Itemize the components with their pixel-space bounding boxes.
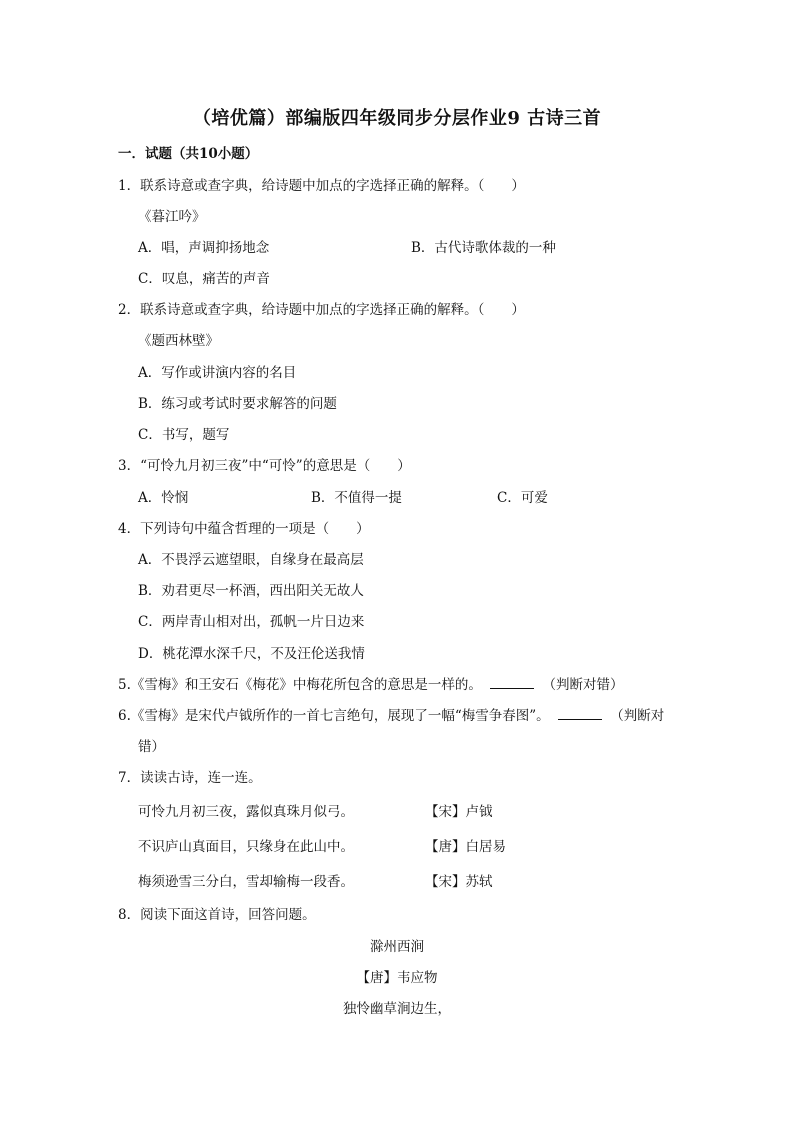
question-2-poem: 《题西林壁》 (138, 333, 219, 349)
poem-title: 滁州西涧 (370, 939, 424, 955)
section-heading: 一．试题（共10小题） (118, 146, 259, 162)
answer-blank[interactable] (490, 676, 534, 689)
question-6-text: 6.《雪梅》是宋代卢钺所作的一首七言绝句，展现了一幅“梅雪争春图”。 (118, 708, 550, 724)
matching-author[interactable]: 【宋】苏轼 (425, 874, 493, 890)
poem-author: 【唐】韦应物 (356, 970, 438, 986)
question-1-option-c: C．叹息，痛苦的声音 (138, 271, 270, 287)
question-6-tail: （判断对 (610, 708, 665, 724)
question-6-wrap: 错） (138, 739, 165, 755)
matching-author[interactable]: 【宋】卢钺 (425, 804, 493, 820)
question-5 (118, 675, 623, 695)
page-title: （培优篇）部编版四年级同步分层作业9 古诗三首 (192, 108, 602, 129)
matching-poem-line[interactable]: 不识庐山真面目，只缘身在此山中。 (138, 839, 354, 855)
question-2-stem: 2．联系诗意或查字典，给诗题中加点的字选择正确的解释。（ ） (118, 302, 525, 318)
question-2-option-c: C．书写，题写 (138, 427, 230, 443)
question-6 (118, 706, 664, 726)
question-3-option-a: A．怜悯 (138, 490, 189, 506)
question-3-option-b: B．不值得一提 (311, 490, 402, 506)
question-4-stem: 4．下列诗句中蕴含哲理的一项是（ ） (118, 521, 370, 537)
question-3-stem: 3．“可怜九月初三夜”中“可怜”的意思是（ ） (118, 458, 411, 474)
matching-poem-line[interactable]: 可怜九月初三夜，露似真珠月似弓。 (138, 804, 354, 820)
question-4-option-d: D．桃花潭水深千尺，不及汪伦送我情 (138, 646, 365, 662)
question-2-option-b: B．练习或考试时要求解答的问题 (138, 396, 337, 412)
question-4-option-a: A．不畏浮云遮望眼，自缘身在最高层 (138, 552, 364, 568)
question-4-option-c: C．两岸青山相对出，孤帆一片日边来 (138, 614, 365, 630)
matching-poem-line[interactable]: 梅须逊雪三分白，雪却输梅一段香。 (138, 874, 354, 890)
answer-blank[interactable] (558, 707, 602, 720)
question-1-option-b: B．古代诗歌体裁的一种 (411, 240, 556, 256)
question-1-option-a: A．唱，声调抑扬地念 (138, 240, 270, 256)
question-2-option-a: A．写作或讲演内容的名目 (138, 365, 297, 381)
matching-author[interactable]: 【唐】白居易 (425, 839, 506, 855)
question-7-stem: 7．读读古诗，连一连。 (118, 770, 262, 786)
question-8-stem: 8．阅读下面这首诗，回答问题。 (118, 907, 316, 923)
question-5-tail: （判断对错） (542, 677, 624, 693)
question-4-option-b: B．劝君更尽一杯酒，西出阳关无故人 (138, 583, 364, 599)
question-3-option-c: C．可爱 (497, 490, 548, 506)
question-1-poem: 《暮江吟》 (138, 209, 206, 225)
question-1-stem: 1．联系诗意或查字典，给诗题中加点的字选择正确的解释。（ ） (118, 178, 525, 194)
poem-line: 独怜幽草涧边生， (343, 1001, 451, 1017)
question-5-text: 5.《雪梅》和王安石《梅花》中梅花所包含的意思是一样的。 (118, 677, 482, 693)
